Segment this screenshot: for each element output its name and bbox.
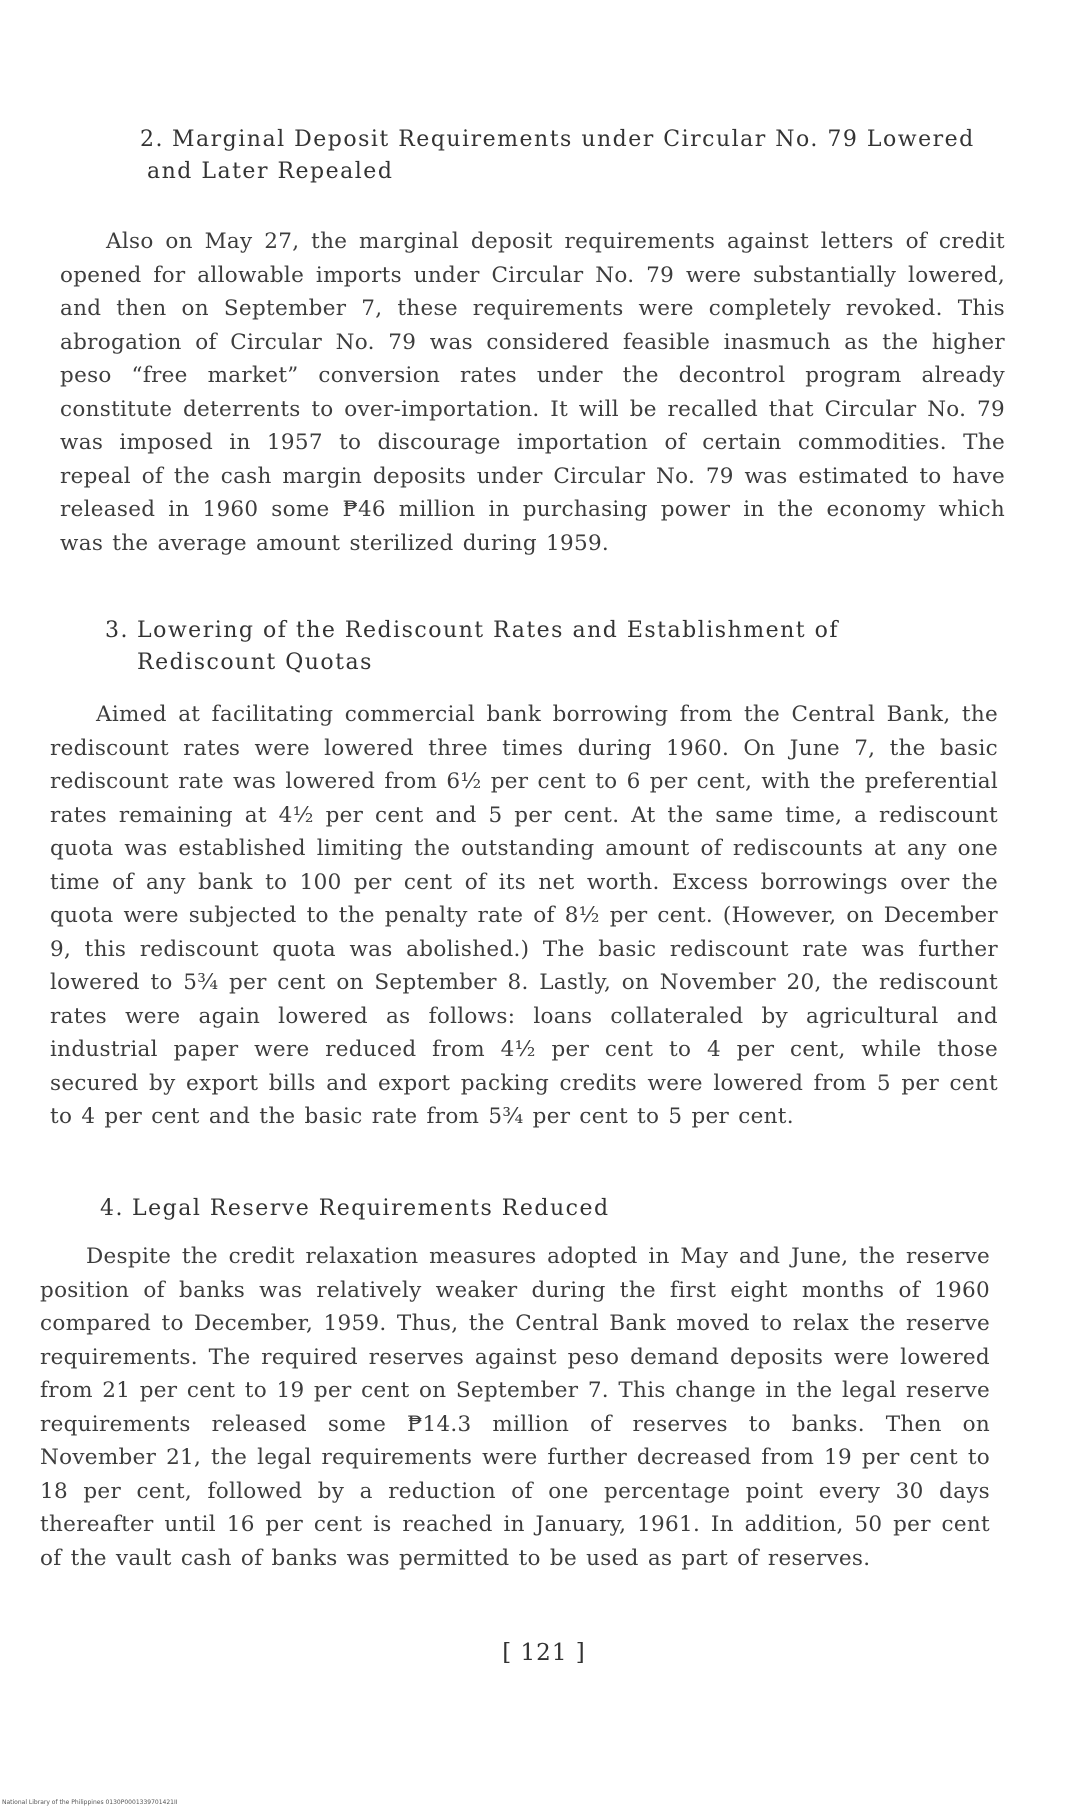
section-3-title-line1: Lowering of the Rediscount Rates and Establishment of [137,618,840,643]
section-3-title-line2: Rediscount Quotas [137,650,373,675]
section-3-paragraph: Aimed at facilitating commercial bank borrowing from the Central Bank, the rediscount rates were lowered three times during 1960. On June 7, the basic rediscount rate was lowered from 6½ per cent to 6 per cent, with the preferential rates remaining at 4½ per cent and 5 per cent. At the same time, a rediscount quota was established limiting the outstanding amount of rediscounts at any one time of any bank to 100 per cent of its net worth. Excess borrowings over the quota were subjected to the penalty rate of 8½ per cent. (However, on December 9, this rediscount quota was abolished.) The basic rediscount rate was further lowered to 5¾ per cent on September 8. Lastly, on November 20, the rediscount rates were again lowered as follows: loans collateraled by agricultural and industrial paper were reduced from 4½ per cent to 4 per cent, while those secured by export bills and export packing credits were lowered from 5 per cent to 4 per cent and the basic rate from 5¾ per cent to 5 per cent. [50,702,998,1129]
page-number: [ 121 ] [502,1640,586,1666]
section-4-title-line1: Legal Reserve Requirements Reduced [132,1196,610,1221]
scan-credit: National Library of the Philippines 0130P0001339701421II [2,1799,178,1806]
section-2-number: 2. [140,127,164,152]
section-2-paragraph: Also on May 27, the marginal deposit requirements against letters of credit opened for allowable imports under Circular No. 79 were substantially lowered, and then on September 7, these requirements were completely revoked. This abrogation of Circular No. 79 was considered feasible inasmuch as the higher peso “free market” conversion rates under the decontrol program already constitute deterrents to over-importation. It will be recalled that Circular No. 79 was imposed in 1957 to discourage importation of certain commodities. The repeal of the cash margin deposits under Circular No. 79 was estimated to have released in 1960 some ₱46 million in purchasing power in the economy which was the average amount sterilized during 1959. [60,229,1005,556]
section-2-title-line1: Marginal Deposit Requirements under Circular No. 79 Lowered [172,127,975,152]
section-2-heading [140,124,990,188]
section-4-number: 4. [100,1196,124,1221]
section-2-title-line2: and Later Repealed [147,159,394,184]
section-3-number: 3. [105,618,129,643]
section-4-heading [100,1193,950,1225]
section-3-heading [105,615,955,679]
section-4-paragraph: Despite the credit relaxation measures adopted in May and June, the reserve position of banks was relatively weaker during the first eight months of 1960 compared to December, 1959. Thus, the Central Bank moved to relax the reserve requirements. The required reserves against peso demand deposits were lowered from 21 per cent to 19 per cent on September 7. This change in the legal reserve requirements released some ₱14.3 million of reserves to banks. Then on November 21, the legal requirements were further decreased from 19 per cent to 18 per cent, followed by a reduction of one percentage point every 30 days thereafter until 16 per cent is reached in January, 1961. In addition, 50 per cent of the vault cash of banks was permitted to be used as part of reserves. [40,1244,990,1571]
